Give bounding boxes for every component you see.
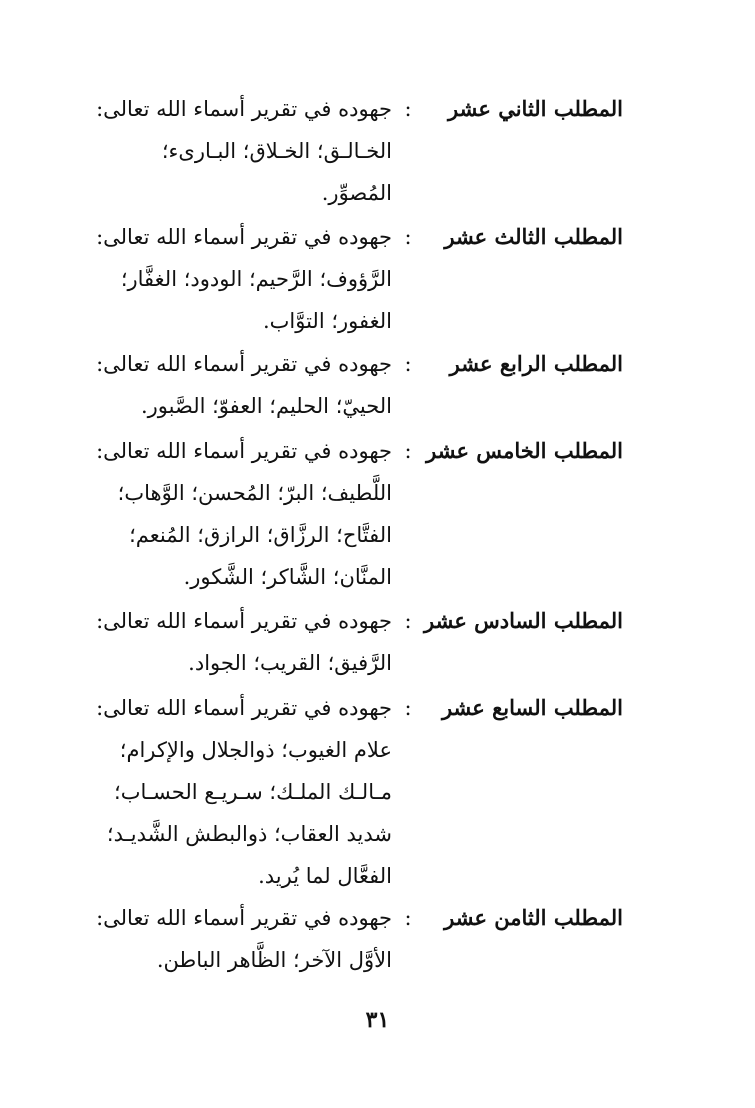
content-line: جهوده في تقرير أسماء الله تعالى: <box>96 609 392 633</box>
content-line: الحييّ؛ الحليم؛ العفوّ؛ الصَّبور. <box>140 394 392 418</box>
section-title: المطلب الخامس عشر <box>426 438 623 463</box>
section-content <box>97 897 392 981</box>
section-content <box>97 687 392 897</box>
content-line: جهوده في تقرير أسماء الله تعالى: <box>96 439 392 463</box>
section-content <box>97 88 392 214</box>
content-line: اللَّطيف؛ البرّ؛ المُحسن؛ الوَّهاب؛ <box>117 481 392 505</box>
content-line: جهوده في تقرير أسماء الله تعالى: <box>96 352 392 376</box>
separator-colon: : <box>404 906 412 930</box>
content-line: الرَّفيق؛ القريب؛ الجواد. <box>188 651 392 675</box>
content-line: المُصوِّر. <box>321 181 392 205</box>
content-line: جهوده في تقرير أسماء الله تعالى: <box>96 97 392 121</box>
separator-colon: : <box>404 97 412 121</box>
section-title: المطلب الثاني عشر <box>448 96 623 121</box>
content-line: جهوده في تقرير أسماء الله تعالى: <box>96 225 392 249</box>
separator-colon: : <box>404 439 412 463</box>
section-content <box>97 600 392 684</box>
page-number: ٣١ <box>365 1007 390 1033</box>
section-title: المطلب السابع عشر <box>441 695 623 720</box>
separator-colon: : <box>404 696 412 720</box>
content-line: الخـالـق؛ الخـلاق؛ البـارىء؛ <box>161 139 392 163</box>
section-content <box>97 343 392 427</box>
content-line: الرَّؤوف؛ الرَّحيم؛ الودود؛ الغفَّار؛ <box>120 267 392 291</box>
separator-colon: : <box>404 225 412 249</box>
section-title: المطلب الرابع عشر <box>449 351 623 376</box>
content-line: علام الغيوب؛ ذوالجلال والإكرام؛ <box>119 738 392 762</box>
section-title: المطلب السادس عشر <box>424 608 623 633</box>
content-line: الفعَّال لما يُريد. <box>258 864 392 888</box>
content-line: جهوده في تقرير أسماء الله تعالى: <box>96 906 392 930</box>
content-line: الأوَّل الآخر؛ الظَّاهر الباطن. <box>156 948 392 972</box>
content-line: شديد العقاب؛ ذوالبطش الشَّديـد؛ <box>106 822 392 846</box>
section-content <box>97 430 392 598</box>
content-line: جهوده في تقرير أسماء الله تعالى: <box>96 696 392 720</box>
content-line: الفتَّاح؛ الرزَّاق؛ الرازق؛ المُنعم؛ <box>129 523 392 547</box>
section-title: المطلب الثامن عشر <box>444 905 623 930</box>
section-title: المطلب الثالث عشر <box>444 224 623 249</box>
separator-colon: : <box>404 352 412 376</box>
content-line: مـالـك الملـك؛ سـريـع الحسـاب؛ <box>114 780 392 804</box>
content-line: المنَّان؛ الشَّاكر؛ الشَّكور. <box>183 565 392 589</box>
section-content <box>97 216 392 342</box>
content-line: الغفور؛ التوَّاب. <box>262 309 392 333</box>
separator-colon: : <box>404 609 412 633</box>
